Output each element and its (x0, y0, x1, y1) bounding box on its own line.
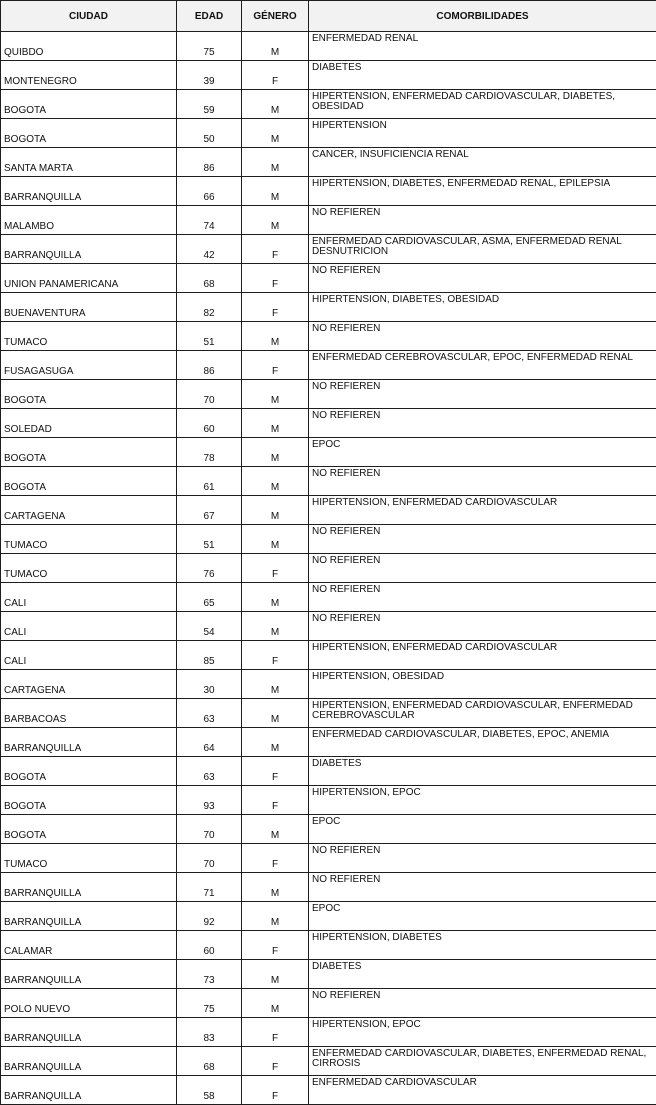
comorbilidades-text: HIPERTENSION, DIABETES, OBESIDAD (312, 295, 656, 305)
cell-ciudad: CALI (1, 641, 177, 670)
cell-comorbilidades (309, 90, 656, 119)
table-row (1, 61, 656, 90)
cell-comorbilidades (309, 1018, 656, 1047)
cell-ciudad: CALI (1, 583, 177, 612)
table-row (1, 264, 656, 293)
cell-comorbilidades (309, 641, 656, 670)
cell-ciudad: CALI (1, 612, 177, 641)
cell-genero: F (242, 844, 309, 873)
comorbilidades-text: NO REFIEREN (312, 991, 656, 1001)
table-row (1, 235, 656, 264)
cell-genero: M (242, 989, 309, 1018)
cell-genero: F (242, 1076, 309, 1105)
cell-genero: F (242, 235, 309, 264)
table-row (1, 902, 656, 931)
comorbilidades-text: NO REFIEREN (312, 469, 656, 479)
cell-comorbilidades (309, 119, 656, 148)
table-row (1, 206, 656, 235)
comorbilidades-text: DIABETES (312, 759, 656, 769)
cell-edad: 78 (177, 438, 242, 467)
cell-comorbilidades (309, 612, 656, 641)
table-row (1, 931, 656, 960)
cell-edad: 68 (177, 1047, 242, 1076)
comorbilidades-text: HIPERTENSION, ENFERMEDAD CARDIOVASCULAR (312, 643, 656, 653)
cell-genero: F (242, 351, 309, 380)
comorbilidades-text: NO REFIEREN (312, 411, 656, 421)
table-body (1, 32, 656, 1105)
cell-ciudad: BOGOTA (1, 119, 177, 148)
cell-ciudad: SANTA MARTA (1, 148, 177, 177)
comorbilidades-text: NO REFIEREN (312, 585, 656, 595)
cell-ciudad: BARRANQUILLA (1, 873, 177, 902)
cell-ciudad: UNION PANAMERICANA (1, 264, 177, 293)
cell-comorbilidades (309, 1076, 656, 1105)
cell-edad: 92 (177, 902, 242, 931)
cell-ciudad: CARTAGENA (1, 496, 177, 525)
cell-comorbilidades (309, 148, 656, 177)
cell-comorbilidades (309, 177, 656, 206)
comorbilidades-text: DIABETES (312, 63, 656, 73)
cell-genero: F (242, 61, 309, 90)
table-row (1, 786, 656, 815)
table-header (1, 1, 656, 32)
cell-comorbilidades (309, 351, 656, 380)
cell-comorbilidades (309, 699, 656, 728)
table-row (1, 90, 656, 119)
cell-comorbilidades (309, 757, 656, 786)
table-row (1, 496, 656, 525)
cell-ciudad: CALAMAR (1, 931, 177, 960)
table-row (1, 148, 656, 177)
comorbilidades-text: CANCER, INSUFICIENCIA RENAL (312, 150, 656, 160)
column-header-edad: EDAD (177, 1, 242, 32)
cell-ciudad: BOGOTA (1, 815, 177, 844)
table-row (1, 351, 656, 380)
cell-ciudad: TUMACO (1, 525, 177, 554)
cell-edad: 59 (177, 90, 242, 119)
table-row (1, 670, 656, 699)
cell-genero: M (242, 728, 309, 757)
cell-ciudad: FUSAGASUGA (1, 351, 177, 380)
cell-comorbilidades (309, 293, 656, 322)
cell-genero: M (242, 467, 309, 496)
comorbilidades-text: DIABETES (312, 962, 656, 972)
table-row (1, 583, 656, 612)
cell-genero: F (242, 931, 309, 960)
cell-ciudad: POLO NUEVO (1, 989, 177, 1018)
cell-edad: 68 (177, 264, 242, 293)
table-row (1, 438, 656, 467)
cell-comorbilidades (309, 583, 656, 612)
cell-comorbilidades (309, 467, 656, 496)
cell-ciudad: BUENAVENTURA (1, 293, 177, 322)
column-header-comorbilidades: COMORBILIDADES (309, 1, 656, 32)
cell-edad: 71 (177, 873, 242, 902)
cell-genero: F (242, 293, 309, 322)
cell-ciudad: TUMACO (1, 844, 177, 873)
comorbilidades-text: HIPERTENSION, ENFERMEDAD CARDIOVASCULAR (312, 498, 656, 508)
comorbilidades-text: HIPERTENSION, DIABETES, ENFERMEDAD RENAL, EPILEPSIA (312, 179, 656, 189)
cell-ciudad: BARRANQUILLA (1, 902, 177, 931)
comorbilidades-text: EPOC (312, 904, 656, 914)
cell-comorbilidades (309, 32, 656, 61)
comorbilidades-text: EPOC (312, 440, 656, 450)
cell-edad: 51 (177, 525, 242, 554)
comorbilidades-text: NO REFIEREN (312, 556, 656, 566)
cell-comorbilidades (309, 496, 656, 525)
cell-ciudad: QUIBDO (1, 32, 177, 61)
cell-ciudad: BARRANQUILLA (1, 728, 177, 757)
cell-genero: M (242, 380, 309, 409)
comorbilidades-text: ENFERMEDAD CARDIOVASCULAR, DIABETES, ENFERMEDAD RENAL, CIRROSIS (312, 1049, 656, 1069)
table-row (1, 960, 656, 989)
cell-genero: M (242, 206, 309, 235)
cell-genero: M (242, 119, 309, 148)
table-row (1, 815, 656, 844)
cell-ciudad: BOGOTA (1, 380, 177, 409)
cell-comorbilidades (309, 989, 656, 1018)
comorbilidades-text: HIPERTENSION, DIABETES (312, 933, 656, 943)
cell-genero: M (242, 438, 309, 467)
cell-comorbilidades (309, 728, 656, 757)
table-row (1, 177, 656, 206)
cell-comorbilidades (309, 670, 656, 699)
cell-genero: M (242, 699, 309, 728)
comorbilidades-text: NO REFIEREN (312, 846, 656, 856)
comorbilidades-text: NO REFIEREN (312, 324, 656, 334)
cell-edad: 85 (177, 641, 242, 670)
table-row (1, 641, 656, 670)
cell-ciudad: BOGOTA (1, 90, 177, 119)
cell-genero: M (242, 583, 309, 612)
cell-genero: F (242, 757, 309, 786)
cell-edad: 42 (177, 235, 242, 264)
cell-ciudad: BOGOTA (1, 786, 177, 815)
comorbilidades-text: HIPERTENSION, EPOC (312, 788, 656, 798)
cell-genero: M (242, 32, 309, 61)
cell-genero: M (242, 322, 309, 351)
cell-genero: F (242, 554, 309, 583)
comorbilidades-text: NO REFIEREN (312, 527, 656, 537)
cell-comorbilidades (309, 264, 656, 293)
table-row (1, 293, 656, 322)
cell-edad: 64 (177, 728, 242, 757)
cell-ciudad: TUMACO (1, 322, 177, 351)
comorbilidades-text: ENFERMEDAD CARDIOVASCULAR, ASMA, ENFERMEDAD RENAL DESNUTRICION (312, 237, 656, 257)
cell-edad: 65 (177, 583, 242, 612)
cell-edad: 76 (177, 554, 242, 583)
column-header-genero: GÉNERO (242, 1, 309, 32)
table-row (1, 32, 656, 61)
cell-edad: 70 (177, 844, 242, 873)
cell-genero: F (242, 1018, 309, 1047)
comorbilidades-text: ENFERMEDAD RENAL (312, 34, 656, 44)
cell-ciudad: BARRANQUILLA (1, 177, 177, 206)
cell-edad: 75 (177, 32, 242, 61)
cell-genero: M (242, 960, 309, 989)
table-row (1, 873, 656, 902)
table-row (1, 322, 656, 351)
table-row (1, 844, 656, 873)
cell-ciudad: BARRANQUILLA (1, 1076, 177, 1105)
cell-ciudad: BARRANQUILLA (1, 1018, 177, 1047)
cell-ciudad: MONTENEGRO (1, 61, 177, 90)
comorbilidades-text: HIPERTENSION, ENFERMEDAD CARDIOVASCULAR, ENFERMEDAD CEREBROVASCULAR (312, 701, 656, 721)
cell-genero: M (242, 177, 309, 206)
cell-edad: 60 (177, 931, 242, 960)
cell-ciudad: CARTAGENA (1, 670, 177, 699)
cell-genero: F (242, 264, 309, 293)
cell-edad: 82 (177, 293, 242, 322)
table-row (1, 1018, 656, 1047)
cell-edad: 50 (177, 119, 242, 148)
comorbilidades-text: NO REFIEREN (312, 208, 656, 218)
cell-ciudad: BARRANQUILLA (1, 960, 177, 989)
cell-comorbilidades (309, 235, 656, 264)
comorbilidades-text: ENFERMEDAD CARDIOVASCULAR (312, 1078, 656, 1088)
table-row (1, 1076, 656, 1105)
cell-genero: M (242, 90, 309, 119)
table-row (1, 699, 656, 728)
cell-comorbilidades (309, 206, 656, 235)
cell-edad: 70 (177, 380, 242, 409)
comorbilidades-text: EPOC (312, 817, 656, 827)
cell-comorbilidades (309, 554, 656, 583)
cell-genero: F (242, 1047, 309, 1076)
cell-edad: 83 (177, 1018, 242, 1047)
cell-edad: 66 (177, 177, 242, 206)
cell-genero: M (242, 409, 309, 438)
cell-ciudad: TUMACO (1, 554, 177, 583)
comorbilidades-text: HIPERTENSION, EPOC (312, 1020, 656, 1030)
cell-edad: 63 (177, 757, 242, 786)
cell-ciudad: SOLEDAD (1, 409, 177, 438)
table-row (1, 409, 656, 438)
cell-ciudad: BOGOTA (1, 467, 177, 496)
cell-genero: M (242, 902, 309, 931)
cell-edad: 93 (177, 786, 242, 815)
cell-edad: 61 (177, 467, 242, 496)
table-row (1, 554, 656, 583)
cell-genero: M (242, 815, 309, 844)
cell-edad: 39 (177, 61, 242, 90)
cell-comorbilidades (309, 322, 656, 351)
cell-comorbilidades (309, 1047, 656, 1076)
comorbilidades-text: HIPERTENSION, OBESIDAD (312, 672, 656, 682)
comorbilidades-text: NO REFIEREN (312, 382, 656, 392)
cell-ciudad: BOGOTA (1, 438, 177, 467)
cell-comorbilidades (309, 960, 656, 989)
cell-edad: 75 (177, 989, 242, 1018)
cell-comorbilidades (309, 873, 656, 902)
cell-genero: F (242, 786, 309, 815)
comorbilidades-text: NO REFIEREN (312, 266, 656, 276)
cell-comorbilidades (309, 380, 656, 409)
column-header-ciudad: CIUDAD (1, 1, 177, 32)
table-row (1, 728, 656, 757)
cell-edad: 63 (177, 699, 242, 728)
cell-genero: M (242, 496, 309, 525)
cell-ciudad: BARRANQUILLA (1, 235, 177, 264)
cell-comorbilidades (309, 844, 656, 873)
table-row (1, 467, 656, 496)
table-row (1, 612, 656, 641)
cell-comorbilidades (309, 815, 656, 844)
cell-ciudad: MALAMBO (1, 206, 177, 235)
table-row (1, 1047, 656, 1076)
table-row (1, 119, 656, 148)
cell-genero: M (242, 670, 309, 699)
cell-comorbilidades (309, 931, 656, 960)
cell-genero: M (242, 525, 309, 554)
cell-ciudad: BARRANQUILLA (1, 1047, 177, 1076)
comorbilidades-text: ENFERMEDAD CEREBROVASCULAR, EPOC, ENFERMEDAD RENAL (312, 353, 656, 363)
cell-edad: 74 (177, 206, 242, 235)
table-row (1, 989, 656, 1018)
cell-ciudad: BARBACOAS (1, 699, 177, 728)
cell-edad: 86 (177, 148, 242, 177)
cell-genero: M (242, 612, 309, 641)
cell-edad: 70 (177, 815, 242, 844)
cell-comorbilidades (309, 902, 656, 931)
cell-edad: 58 (177, 1076, 242, 1105)
cell-comorbilidades (309, 61, 656, 90)
cell-edad: 30 (177, 670, 242, 699)
cell-genero: F (242, 641, 309, 670)
cell-comorbilidades (309, 438, 656, 467)
cell-ciudad: BOGOTA (1, 757, 177, 786)
cell-edad: 51 (177, 322, 242, 351)
table-row (1, 380, 656, 409)
cell-comorbilidades (309, 525, 656, 554)
table-row (1, 525, 656, 554)
comorbilidades-text: HIPERTENSION, ENFERMEDAD CARDIOVASCULAR, DIABETES, OBESIDAD (312, 92, 656, 112)
comorbilidades-text: NO REFIEREN (312, 875, 656, 885)
table-row (1, 757, 656, 786)
header-row (1, 1, 656, 32)
cell-edad: 86 (177, 351, 242, 380)
cell-edad: 73 (177, 960, 242, 989)
cell-comorbilidades (309, 409, 656, 438)
comorbilidades-text: NO REFIEREN (312, 614, 656, 624)
cell-edad: 54 (177, 612, 242, 641)
cell-edad: 60 (177, 409, 242, 438)
comorbilidades-text: HIPERTENSION (312, 121, 656, 131)
cell-genero: M (242, 148, 309, 177)
cell-genero: M (242, 873, 309, 902)
cell-edad: 67 (177, 496, 242, 525)
comorbilidades-text: ENFERMEDAD CARDIOVASCULAR, DIABETES, EPOC, ANEMIA (312, 730, 656, 740)
cell-comorbilidades (309, 786, 656, 815)
